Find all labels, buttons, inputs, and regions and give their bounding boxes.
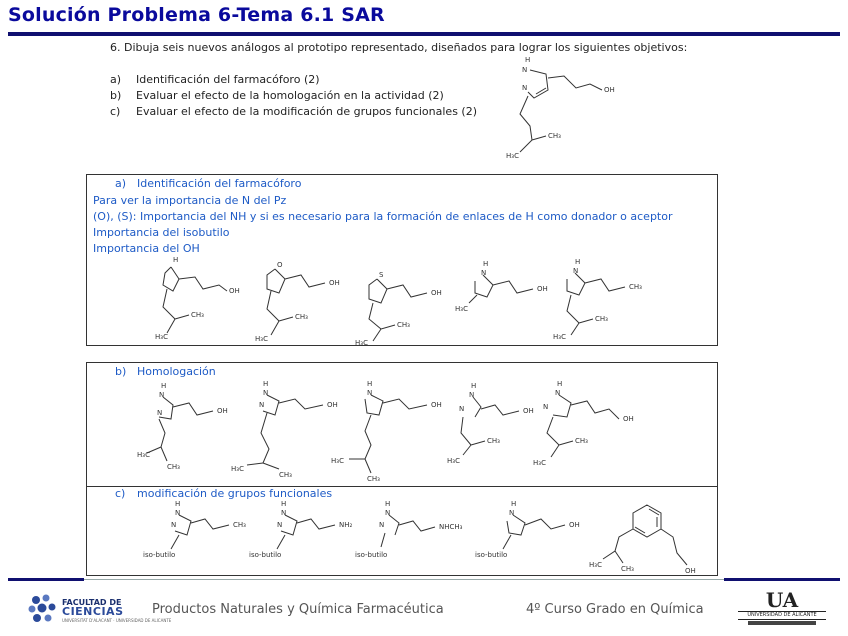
atom-label: N — [385, 509, 391, 517]
analog-structure — [471, 499, 601, 561]
atom-label: S — [379, 271, 384, 279]
section-key: a) — [115, 177, 127, 190]
atom-label: N — [555, 389, 561, 397]
atom-label: N — [509, 509, 515, 517]
atom-label: N — [277, 521, 283, 529]
atom-label: H — [173, 256, 179, 264]
prototype-structure — [490, 56, 640, 166]
atom-label: N — [281, 509, 287, 517]
note-line: Para ver la importancia de N del Pz — [93, 194, 287, 207]
atom-label: N — [367, 389, 373, 397]
objective-key: a) — [110, 73, 122, 86]
atom-label: H — [281, 500, 287, 508]
atom-label: iso-butilo — [475, 551, 508, 559]
course-name: Productos Naturales y Química Farmacéutica — [152, 602, 444, 617]
objective-text: Evaluar el efecto de la homologación en la actividad (2) — [136, 89, 444, 102]
atom-label: H — [161, 382, 167, 390]
section-title: Homologación — [137, 365, 216, 378]
note-line: Importancia del isobutilo — [93, 226, 230, 239]
atom-label: H₃C — [155, 333, 168, 341]
atom-label: OH — [623, 415, 634, 423]
atom-label: CH₃ — [233, 521, 246, 529]
atom-label: CH₃ — [295, 313, 308, 321]
atom-label: H₃C — [331, 457, 344, 465]
atom-label: N — [157, 409, 163, 417]
atom-label: OH — [537, 285, 548, 293]
atom-label: N — [481, 269, 487, 277]
footer-rule — [84, 579, 724, 580]
atom-label: H — [511, 500, 517, 508]
atom-label: H — [175, 500, 181, 508]
atom-label: H₃C — [355, 339, 368, 347]
atom-label: OH — [217, 407, 228, 415]
analog-structure — [153, 255, 263, 343]
atom-label: H — [367, 380, 373, 388]
atom-label: H — [385, 500, 391, 508]
analog-structure — [253, 259, 363, 345]
university-name: UNIVERSIDAD DE ALICANTE — [738, 611, 826, 620]
section-heading — [115, 177, 301, 190]
slide-title: Solución Problema 6-Tema 6.1 SAR — [8, 4, 385, 26]
analog-structure — [547, 257, 667, 343]
atom-label: CH₃ — [629, 283, 642, 291]
faculty-line: CIENCIAS — [62, 605, 124, 618]
atom-label: iso-butilo — [143, 551, 176, 559]
atom-label: OH — [604, 86, 615, 94]
atom-label: H — [525, 56, 531, 64]
section-title: Identificación del farmacóforo — [137, 177, 302, 190]
section-key: c) — [115, 487, 126, 500]
atom-label: H — [557, 380, 563, 388]
atom-label: H — [575, 258, 581, 266]
objective-key: b) — [110, 89, 122, 102]
atom-label: OH — [523, 407, 534, 415]
atom-label: H — [263, 380, 269, 388]
section-heading — [115, 365, 216, 378]
note-line: Importancia del OH — [93, 242, 200, 255]
atom-label: NHCH₃ — [439, 523, 463, 531]
pharmacophore-notes — [93, 193, 673, 257]
panel-homologation-modification — [86, 362, 718, 576]
atom-label: H₃C — [589, 561, 602, 569]
atom-label: H — [483, 260, 489, 268]
atom-label: OH — [685, 567, 696, 575]
atom-label: N — [259, 401, 265, 409]
footer-rule — [8, 578, 84, 581]
atom-label: CH₃ — [575, 437, 588, 445]
atom-label: H₃C — [137, 451, 150, 459]
atom-label: CH₃ — [487, 437, 500, 445]
atom-label: H₃C — [553, 333, 566, 341]
atom-label: CH₃ — [279, 471, 292, 479]
atom-label: H₃C — [447, 457, 460, 465]
analog-structure — [351, 499, 481, 561]
analog-structure — [587, 493, 713, 577]
atom-label: CH₃ — [621, 565, 634, 573]
panel-pharmacophore — [86, 174, 718, 346]
objective-key: c) — [110, 105, 121, 118]
atom-label: H — [471, 382, 477, 390]
atom-label: N — [543, 403, 549, 411]
atom-label: O — [277, 261, 283, 269]
atom-label: H₃C — [455, 305, 468, 313]
analog-structure — [247, 499, 367, 561]
analog-structure — [527, 379, 657, 475]
atom-label: H₃C — [255, 335, 268, 343]
atom-label: H₃C — [231, 465, 244, 473]
atom-label: N — [263, 389, 269, 397]
atom-label: N — [175, 509, 181, 517]
analog-structure — [331, 379, 461, 483]
atom-label: N — [469, 391, 475, 399]
footer-rule — [724, 578, 840, 581]
atom-label: NH₂ — [339, 521, 353, 529]
atom-label: iso-butilo — [355, 551, 388, 559]
university-mark: UA — [765, 588, 799, 612]
atom-label: N — [379, 521, 385, 529]
atom-label: H₃C — [533, 459, 546, 467]
atom-label: OH — [229, 287, 240, 295]
atom-label: OH — [329, 279, 340, 287]
atom-label: CH₃ — [191, 311, 204, 319]
atom-label: CH₃ — [595, 315, 608, 323]
atom-label: N — [171, 521, 177, 529]
problem-text: 6. Dibuja seis nuevos análogos al prototipo representado, diseñados para lograr los siguientes objetivos: — [110, 41, 688, 54]
section-key: b) — [115, 365, 127, 378]
atom-label: CH₃ — [397, 321, 410, 329]
objective-text: Evaluar el efecto de la modificación de grupos funcionales (2) — [136, 105, 478, 118]
degree-name: 4º Curso Grado en Química — [526, 602, 704, 617]
atom-label: N — [573, 267, 579, 275]
note-line: (O), (S): Importancia del NH y si es necesario para la formación de enlaces de H como donador o aceptor — [93, 210, 673, 223]
atom-label: iso-butilo — [249, 551, 282, 559]
section-title: modificación de grupos funcionales — [137, 487, 333, 500]
atom-label: H₃C — [506, 152, 519, 160]
faculty-logo-icon — [26, 592, 60, 626]
university-bar — [748, 621, 816, 625]
atom-label: OH — [569, 521, 580, 529]
atom-label: CH₃ — [367, 475, 380, 483]
analog-structure — [351, 265, 463, 349]
atom-label: CH₃ — [167, 463, 180, 471]
atom-label: CH₃ — [548, 132, 561, 140]
atom-label: N — [159, 391, 165, 399]
title-rule — [8, 32, 840, 36]
atom-label: N — [459, 405, 465, 413]
atom-label: N — [522, 66, 528, 74]
faculty-line: UNIVERSITAT D'ALACANT · UNIVERSIDAD DE ALICANTE — [62, 618, 172, 623]
atom-label: N — [522, 84, 528, 92]
atom-label: OH — [327, 401, 338, 409]
objective-text: Identificación del farmacóforo (2) — [136, 73, 320, 86]
atom-label: OH — [431, 289, 442, 297]
university-logo — [734, 590, 830, 628]
analog-structure — [141, 499, 251, 561]
atom-label: OH — [431, 401, 442, 409]
faculty-line: FACULTAD DE — [62, 598, 122, 607]
